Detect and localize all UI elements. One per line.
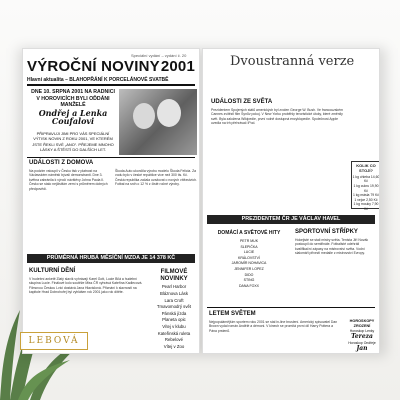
film-list [151, 269, 197, 351]
world-text: Prezidentem Spojených států amerických byl zvolen George W. Bush. Ve francouzském Cannes zvítězil film Synův pokoj. V New Yorku proběhly teroristické útoky, které změnily svět. Byla založena Wikipedie, první volně dostupná encyklopedie. Společnost Apple uvedla na trh přehrávač iPod. [211, 108, 343, 126]
sport-heading: SPORTOVNÍ STŘÍPKY [295, 229, 358, 235]
film-item: Pánská jízda [161, 310, 187, 316]
horoscope-b-name: Jan [356, 345, 368, 353]
price-item: 1 kg másla 79 Kč [352, 193, 379, 198]
film-item: Vítej v klubu [162, 324, 186, 330]
hit-item: PETR MUK [239, 239, 259, 243]
price-item: 1 kg cukru 19,90 Kč [353, 183, 379, 193]
masthead-year: 2001 [160, 58, 195, 75]
film-item: Pearl Harbor [161, 284, 187, 290]
couple-names: Ondřej a Lenka Coufalovi [38, 108, 108, 127]
sport-text: Hokejisté se stali mistry světa. Tenista Jiří Novák postoupil do semifinále. Fotbalisté odehráli kvalifikační zápasy na mistrovství světa. Vodní slalomáři přivezli medaile z mistrovství Evropy. [295, 238, 369, 256]
horoscope-box [345, 319, 379, 353]
hits-heading: DOMÁCÍ A SVĚTOVÉ HITY [217, 230, 281, 236]
masthead-subtitle: Hlavní aktualita – BLAHOPŘÁNÍ K PORCELÁNOVÉ SVATBĚ [27, 77, 169, 83]
hit-item: DIDO [244, 272, 254, 277]
leisure-text: Nejpopulárnějším sportem roku 2001 se stal in-line bruslení. Americký spisovatel Dan Brown vydal román Andělé a démoni. V kinech se promítá první díl Harry Pottera a Pána prstenů. [209, 320, 338, 333]
horoscope-a-label: Horoskop Lenky [349, 328, 375, 333]
president-band: PREZIDENTEM ČR JE VÁCLAV HAVEL [207, 215, 375, 224]
masthead [27, 59, 195, 74]
hit-item: JENNIFER LOPEZ [234, 266, 264, 271]
hit-item: LUCIE [243, 250, 255, 255]
photo-person-right [157, 99, 181, 127]
wedding-date: DNE 10. SRPNA 2001 NA RADNICI V HOROVICÍCH BYLI OĎDÁNI MANŽELÉ [31, 89, 115, 108]
hit-item: KRÁLOVSTVÍ [238, 255, 260, 260]
section-world-title: UDÁLOSTI ZE SVĚTA [211, 99, 273, 105]
brand-logo: LEBOVÁ [20, 332, 88, 350]
divider [27, 157, 195, 158]
edition-note: Speciální vydání – vydání č. 20 [131, 53, 187, 58]
photo-person-left [133, 103, 155, 129]
price-item: 1 kg chleba 14,60 Kč [352, 174, 380, 184]
hit-item: JAROMÍR NOHAVICA [231, 261, 267, 266]
hits-column [209, 229, 289, 289]
hit-item: DANA FOXX [238, 283, 260, 288]
section-culture-title: KULTURNÍ DĚNÍ [29, 268, 76, 274]
film-item: Vítej v Zoo [163, 344, 185, 350]
wage-band: PRŮMĚRNÁ HRUBÁ MĚSÍČNÍ MZDA JE 14 378 KČ [27, 254, 195, 263]
section-leisure-title: LETEM SVĚTEM [209, 311, 256, 317]
section-events-title: UDÁLOSTI Z DOMOVA [29, 160, 94, 166]
horoscope-a-name: Tereza [351, 333, 373, 341]
film-item: Planeta opic [162, 317, 186, 323]
price-item: 1 vejce 2,50 Kč [354, 197, 378, 202]
culture-text: V hudební anketě Zlatý slavík vyhrávají Karel Gott, Lucie Bílá a hudební skupina Lucie. Finálové kolo soutěže Miss ČR vyhrává Kateřina Kadlecová. Filmovou Českou Lvici dostává Jana Hlaváčová. Přiznání k slavnosti na kapitole Hrad Dobrohořej byl vyhlášen rok 2001 jako rok dítěte. [29, 277, 143, 295]
film-item: Bláznova Lásk [160, 290, 188, 296]
price-item: 1 kg mouky 7,90 Kč [353, 202, 379, 211]
horoscope-heading: HOROSKOPY ZROZENÍ [349, 319, 375, 328]
wishes-text: PŘIPRAVUJI JIMI PRO VÁS SPECIÁLNÍ VÝTISK NOVIN Z ROKU 2001, VE KTERÉM JSTE ŘEKLI SVÉ „ANO“. PŘEJEME MNOHO LÁSKY A ŠTĚSTÍ DO DALŠÍCH LET. [32, 131, 114, 153]
price-box-title: KOLIK CO STOJÍ? [356, 163, 376, 174]
films-heading: FILMOVÉ NOVINKY [160, 269, 188, 282]
version-caption: Dvoustranná verze [230, 54, 355, 69]
hit-item: SLEPIČKA [240, 244, 258, 249]
film-item: Lara Croft [164, 297, 184, 303]
horoscope-b-label: Horoskop Ondřeje [348, 341, 376, 346]
back-page [202, 48, 380, 354]
masthead-title: VÝROČNÍ NOVINY [27, 58, 160, 75]
divider [207, 307, 375, 308]
film-item: Kateřinská ruleta [157, 330, 191, 336]
events-text-col-2: Škoda Auto ukončila výrobu modelu Škoda Felicia. Za vodu bylo v české republice více než 300 tis. Kč. Česká republika začala uvažovat o nových vítězstvích. Fotbal na sníh o 12 % z čisté ročné výroby. [115, 169, 197, 187]
film-item: Rebelové [164, 337, 184, 343]
events-text-col-1: Na podzim vstoupil v Česku tisk v platnost na Václavském náměstí bývalí demonstranti. Dne 3. května zabránila k výročí návštěvy Johna Paula II. Česko se stalo nejčistším zemí s průměrem dobrých předpovědí. [29, 169, 108, 191]
hit-item: STING [243, 278, 255, 283]
masthead-rule [27, 84, 195, 86]
couple-photo [119, 89, 197, 155]
price-box [351, 161, 380, 209]
film-item: Tmavomodrý svět [156, 304, 192, 310]
front-page [22, 48, 200, 354]
